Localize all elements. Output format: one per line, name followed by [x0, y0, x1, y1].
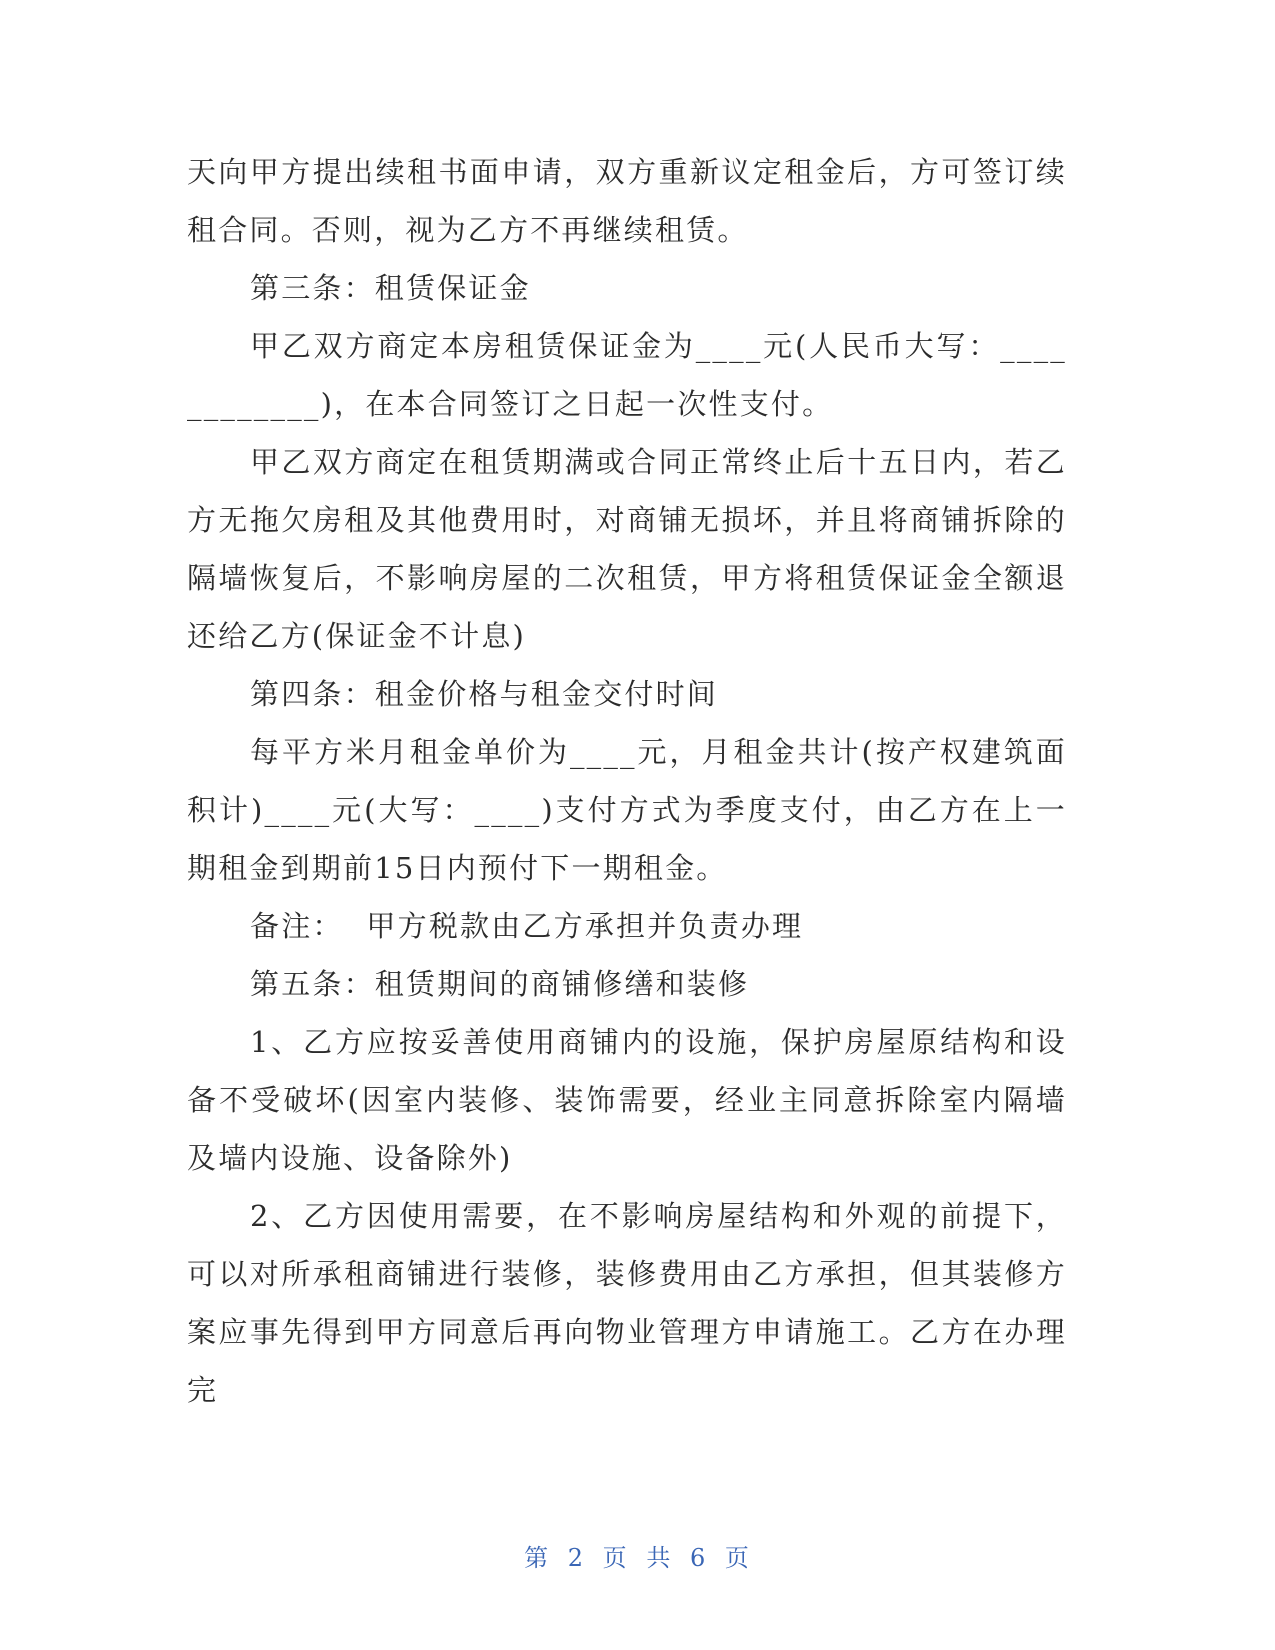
section-heading-3: 第三条：租赁保证金: [250, 271, 531, 305]
current-page-number: 2: [567, 1544, 586, 1572]
note-paragraph: 备注： 甲方税款由乙方承担并负责办理: [250, 909, 804, 943]
footer-page-word: 页: [602, 1544, 629, 1572]
paragraph: 甲乙双方商定本房租赁保证金为____元(人民币大写：____________)，在本合同签订之日起一次性支付。: [187, 329, 1067, 421]
section-heading-4: 第四条：租金价格与租金交付时间: [250, 677, 719, 711]
footer-total-word: 共: [646, 1544, 673, 1572]
document-body: [187, 143, 1067, 1419]
paragraph: 甲乙双方商定在租赁期满或合同正常终止后十五日内，若乙方无拖欠房租及其他费用时，对商铺无损坏，并且将商铺拆除的隔墙恢复后，不影响房屋的二次租赁，甲方将租赁保证金全额退还给乙方(保证金不计息): [187, 445, 1067, 653]
footer-prefix: 第: [524, 1544, 551, 1572]
list-item: 1、乙方应按妥善使用商铺内的设施，保护房屋原结构和设备不受破坏(因室内装修、装饰需要，经业主同意拆除室内隔墙及墙内设施、设备除外): [187, 1025, 1067, 1175]
page-footer: [0, 1538, 1275, 1573]
paragraph: 天向甲方提出续租书面申请，双方重新议定租金后，方可签订续租合同。否则，视为乙方不再继续租赁。: [187, 155, 1067, 247]
total-page-number: 6: [689, 1544, 708, 1572]
footer-suffix: 页: [724, 1544, 751, 1572]
paragraph: 每平方米月租金单价为____元，月租金共计(按产权建筑面积计)____元(大写：____)支付方式为季度支付，由乙方在上一期租金到期前15日内预付下一期租金。: [187, 735, 1067, 885]
list-item: 2、乙方因使用需要，在不影响房屋结构和外观的前提下，可以对所承租商铺进行装修，装修费用由乙方承担，但其装修方案应事先得到甲方同意后再向物业管理方申请施工。乙方在办理完: [187, 1199, 1067, 1407]
section-heading-5: 第五条：租赁期间的商铺修缮和装修: [250, 967, 750, 1001]
